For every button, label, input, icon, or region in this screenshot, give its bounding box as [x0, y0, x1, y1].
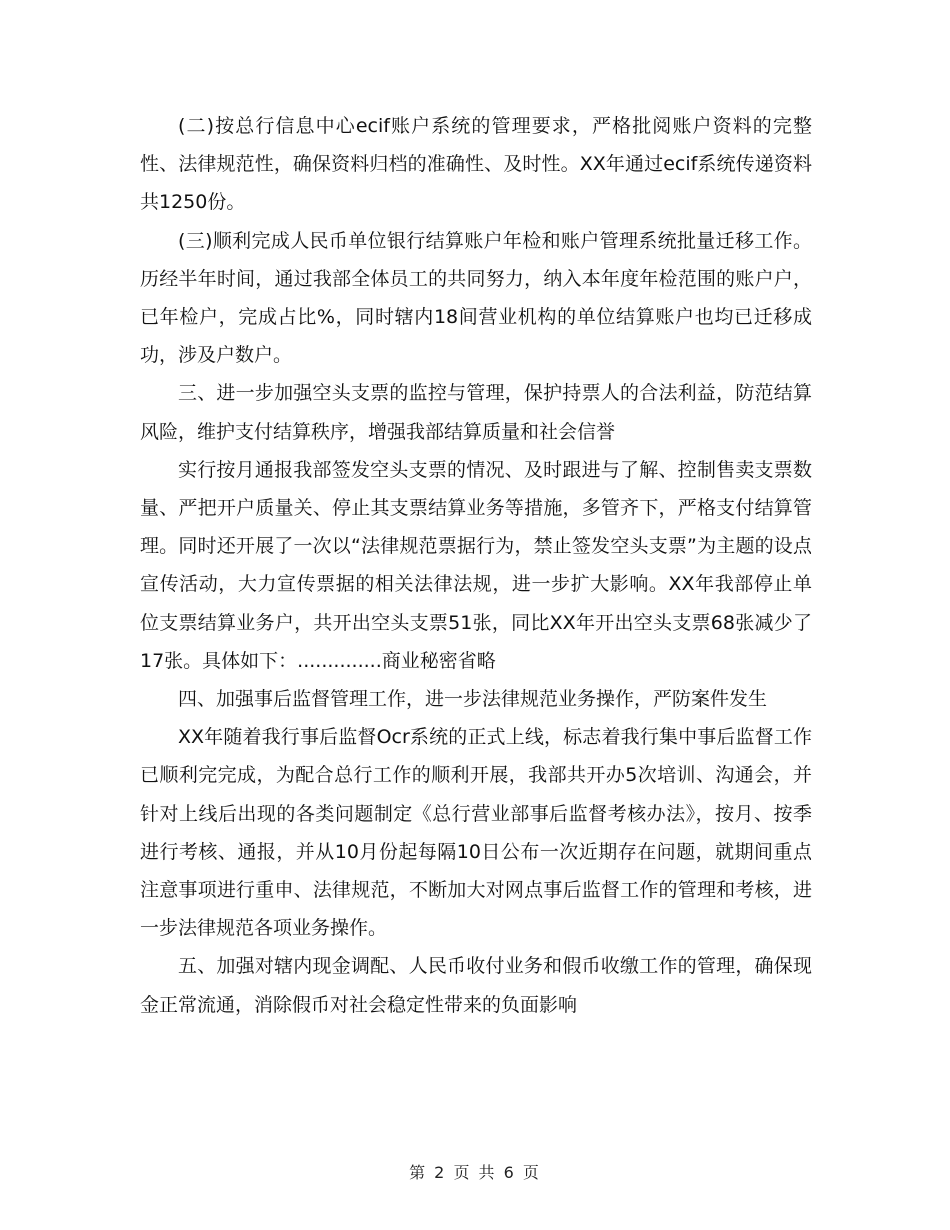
paragraph-post-supervision: XX年随着我行事后监督Ocr系统的正式上线，标志着我行集中事后监督工作已顺利完完成，为配合总行工作的顺利开展，我部共开办5次培训、沟通会，并针对上线后出现的各类问题制定《总行营业部事后监督考核办法》，按月、按季进行考核、通报，并从10月份起每隔10日公布一次近期存在问题，就期间重点注意事项进行重申、法律规范，不断加大对网点事后监督工作的管理和考核，进一步法律规范各项业务操作。 [140, 726, 812, 940]
section-heading-four: 四、加强事后监督管理工作，进一步法律规范业务操作，严防案件发生 [178, 688, 768, 711]
paragraph-annual-inspection: (三)顺利完成人民币单位银行结算账户年检和账户管理系统批量迁移工作。历经半年时间，通过我部全体员工的共同努力，纳入本年度年检范围的账户户，已年检户，完成占比%，同时辖内18间营业机构的单位结算账户也均已迁移成功，涉及户数户。 [140, 229, 812, 367]
paragraph-bounced-cheques: 实行按月通报我部签发空头支票的情况、及时跟进与了解、控制售卖支票数量、严把开户质量关、停止其支票结算业务等措施，多管齐下，严格支付结算管理。同时还开展了一次以“法律规范票据行为，禁止签发空头支票”为主题的设点宣传活动，大力宣传票据的相关法律法规，进一步扩大影响。XX年我部停止单位支票结算业务户，共开出空头支票51张，同比XX年开出空头支票68张减少了17张。具体如下：..............商业秘密省略 [140, 458, 812, 672]
document-body [140, 107, 812, 1024]
page-number-footer: 第 2 页 共 6 页 [409, 1163, 541, 1182]
section-heading-five: 五、加强对辖内现金调配、人民币收付业务和假币收缴工作的管理，确保现金正常流通，消除假币对社会稳定性带来的负面影响 [140, 955, 812, 1016]
section-heading-three: 三、进一步加强空头支票的监控与管理，保护持票人的合法利益，防范结算风险，维护支付结算秩序，增强我部结算质量和社会信誉 [140, 382, 812, 443]
paragraph-ecif-requirements: (二)按总行信息中心ecif账户系统的管理要求，严格批阅账户资料的完整性、法律规范性，确保资料归档的准确性、及时性。XX年通过ecif系统传递资料共1250份。 [140, 115, 812, 214]
